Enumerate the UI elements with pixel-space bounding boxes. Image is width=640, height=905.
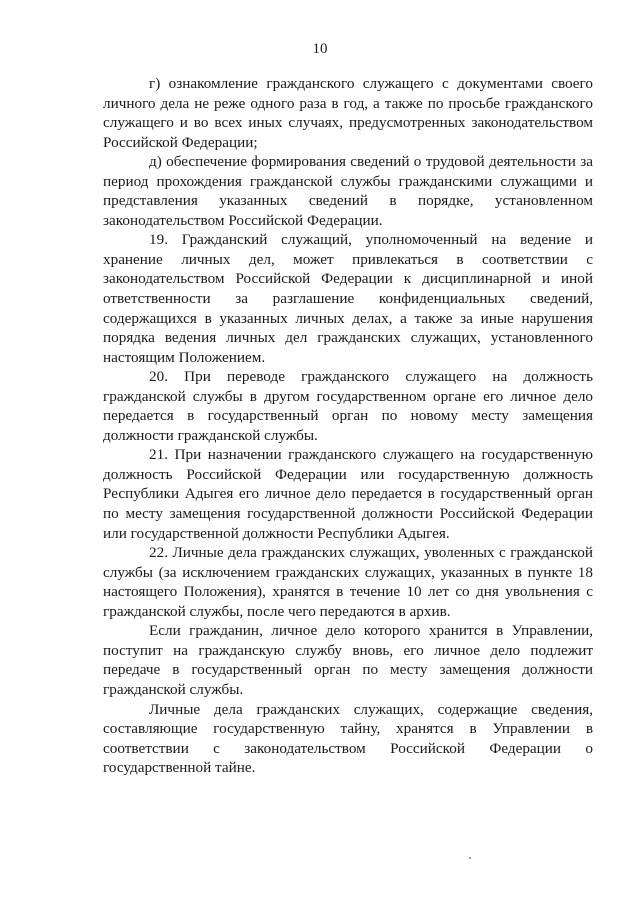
paragraph-item-d: д) обеспечение формирования сведений о трудовой деятельности за период прохождения гражданской службы гражданскими служащими и представления указанных сведений в порядке, установленном законодательством Российской Федерации. bbox=[103, 153, 593, 229]
paragraph-19: 19. Гражданский служащий, уполномоченный на ведение и хранение личных дел, может привлекаться в соответствии с законодательством Российской Федерации к дисциплинарной и иной ответственности за разглашение конфиденциальных сведений, содержащихся в указанных личных делах, а также за иные нарушения порядка ведения личных дел гражданских служащих, установленного настоящим Положением. bbox=[103, 231, 593, 366]
paragraph-22-secret-files: Личные дела гражданских служащих, содержащие сведения, составляющие государственную тайну, хранятся в Управлении в соответствии с законодательством Российской Федерации о государственной тайне. bbox=[103, 700, 593, 777]
paragraph-21: 21. При назначении гражданского служащего на государственную должность Российской Федерации или государственную должность Республики Адыгея его личное дело передается в государственный орган по месту замещения государственной должности Российской Федерации или государственной должности Республики Адыгея. bbox=[103, 446, 593, 542]
paragraph-20: 20. При переводе гражданского служащего на должность гражданской службы в другом государственном органе его личное дело передается в государственный орган по новому месту замещения должности гражданской службы. bbox=[103, 368, 593, 444]
page-number: 10 bbox=[312, 41, 328, 57]
paragraph-22: 22. Личные дела гражданских служащих, уволенных с гражданской службы (за исключением гражданских служащих, указанных в пункте 18 настоящего Положения), хранятся в течение 10 лет со дня увольнения с гражданской службы, после чего передаются в архив. bbox=[103, 544, 593, 620]
paragraph-item-g: г) ознакомление гражданского служащего с документами своего личного дела не реже одного раза в год, а также по просьбе гражданского служащего и во всех иных случаях, предусмотренных законодательством Российской Федерации; bbox=[103, 75, 593, 151]
document-body bbox=[103, 74, 593, 778]
paragraph-22-continuation: Если гражданин, личное дело которого хранится в Управлении, поступит на гражданскую службу вновь, его личное дело подлежит передаче в государственный орган по месту замещения должности гражданской службы. bbox=[103, 622, 593, 698]
scan-speck bbox=[469, 857, 471, 859]
